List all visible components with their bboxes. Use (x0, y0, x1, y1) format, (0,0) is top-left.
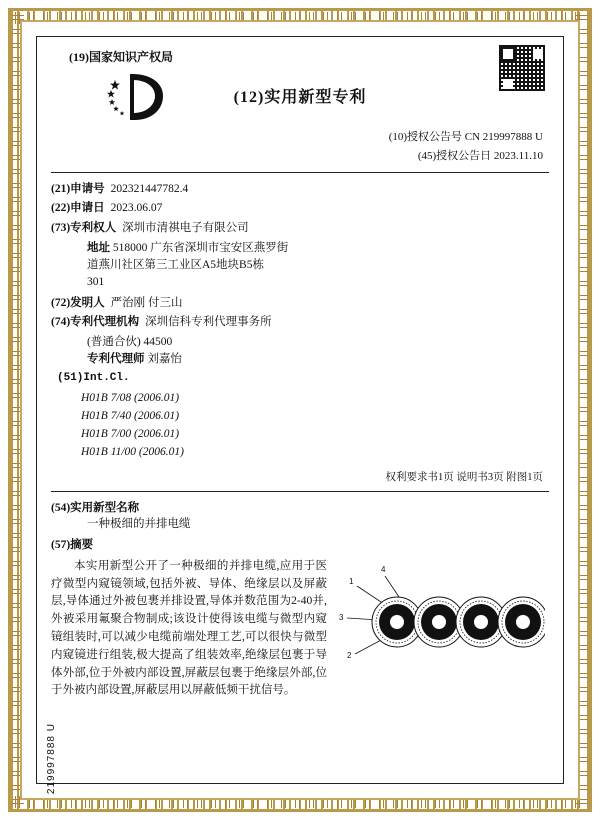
ipc-version: (2006.01) (138, 445, 184, 458)
ipc-item (81, 390, 549, 408)
field-label: (73)专利权人 (51, 222, 117, 235)
abstract-text: 本实用新型公开了一种极细的并排电缆,应用于医疗微型内窥镜领域,包括外被、导体、绝缘层以及屏蔽层,导体通过外被包裹并排设置,导体并数范围为2-40并,外被采用氟聚合物制成;该设计使得该电缆与微型内窥镜组装时,可以减少电缆前端处理工艺,可以很快与微型内窥镜进行组装,极大提高了组装效率,绝缘层包裹于导体外部,位于外被内部设置,屏蔽层包裹于绝缘层外部,位于外被内部设置,屏蔽层用以屏蔽低频干扰信号。 (51, 559, 327, 697)
abstract-section (51, 558, 549, 701)
agent-label: 专利代理师 (87, 353, 145, 366)
section-divider (51, 491, 549, 492)
field-value: 严治刚 付三山 (110, 296, 183, 309)
field-label: (74)专利代理机构 (51, 316, 140, 329)
side-publication-code: 219997888 U (46, 722, 57, 794)
field-label: (51)Int.Cl. (57, 372, 130, 385)
ipc-code: H01B 11/00 (81, 445, 137, 458)
field-value: 深圳信科专利代理事务所 (145, 316, 272, 329)
address-line-1: 518000 广东省深圳市宝安区燕罗街 (112, 241, 289, 254)
ipc-item (81, 444, 549, 462)
ipc-item (81, 408, 549, 426)
header-row (51, 70, 549, 126)
svg-text:4: 4 (381, 564, 386, 574)
field-ipc (51, 371, 549, 387)
ipc-version: (2006.01) (134, 410, 180, 423)
abstract-text-block (51, 558, 327, 701)
ipc-item (81, 426, 549, 444)
cable-cross-section-figure (335, 558, 545, 688)
agency-line-2: (普通合伙) 44500 (87, 335, 173, 348)
invention-title-value: 一种极细的并排电缆 (87, 518, 191, 531)
address-block (87, 240, 549, 292)
ipc-code: H01B 7/00 (81, 427, 132, 440)
header-divider (51, 172, 549, 173)
invention-title-label: (54)实用新型名称 (51, 501, 140, 514)
field-label: (22)申请日 (51, 202, 105, 215)
field-inventor (51, 295, 549, 312)
field-application-date (51, 200, 549, 217)
address-line-2: 道燕川社区第三工业区A5地块B5栋 (87, 259, 264, 272)
field-application-number (51, 181, 549, 198)
figure-area (335, 558, 549, 688)
field-value: 2023.06.07 (110, 202, 163, 215)
document-title: (12)实用新型专利 (233, 89, 367, 107)
field-label: (72)发明人 (51, 296, 105, 309)
field-label: (21)申请号 (51, 182, 105, 195)
address-label: 地址 (87, 241, 110, 254)
ipc-list (81, 390, 549, 461)
field-value: 深圳市清祺电子有限公司 (122, 222, 249, 235)
publication-block (51, 128, 543, 165)
publication-date: (45)授权公告日 2023.11.10 (417, 150, 543, 163)
address-line-3: 301 (87, 276, 105, 289)
svg-text:2: 2 (347, 650, 352, 660)
field-agency (51, 314, 549, 331)
document-content (37, 37, 563, 783)
svg-text:1: 1 (349, 576, 354, 586)
ipc-version: (2006.01) (134, 427, 180, 440)
page-counts: 权利要求书1页 说明书3页 附图1页 (385, 471, 543, 483)
ipc-code: H01B 7/40 (81, 410, 132, 423)
publication-number: (10)授权公告号 CN 219997888 U (388, 131, 543, 144)
agent-block (87, 351, 549, 368)
ipc-code: H01B 7/08 (81, 392, 132, 405)
field-patentee (51, 220, 549, 237)
ipc-version: (2006.01) (134, 392, 180, 405)
issuing-office: (19)国家知识产权局 (69, 50, 173, 64)
svg-text:3: 3 (339, 612, 344, 622)
field-value: 202321447782.4 (110, 182, 189, 195)
agent-name: 刘嘉怡 (147, 353, 182, 366)
abstract-label: (57)摘要 (51, 539, 94, 552)
